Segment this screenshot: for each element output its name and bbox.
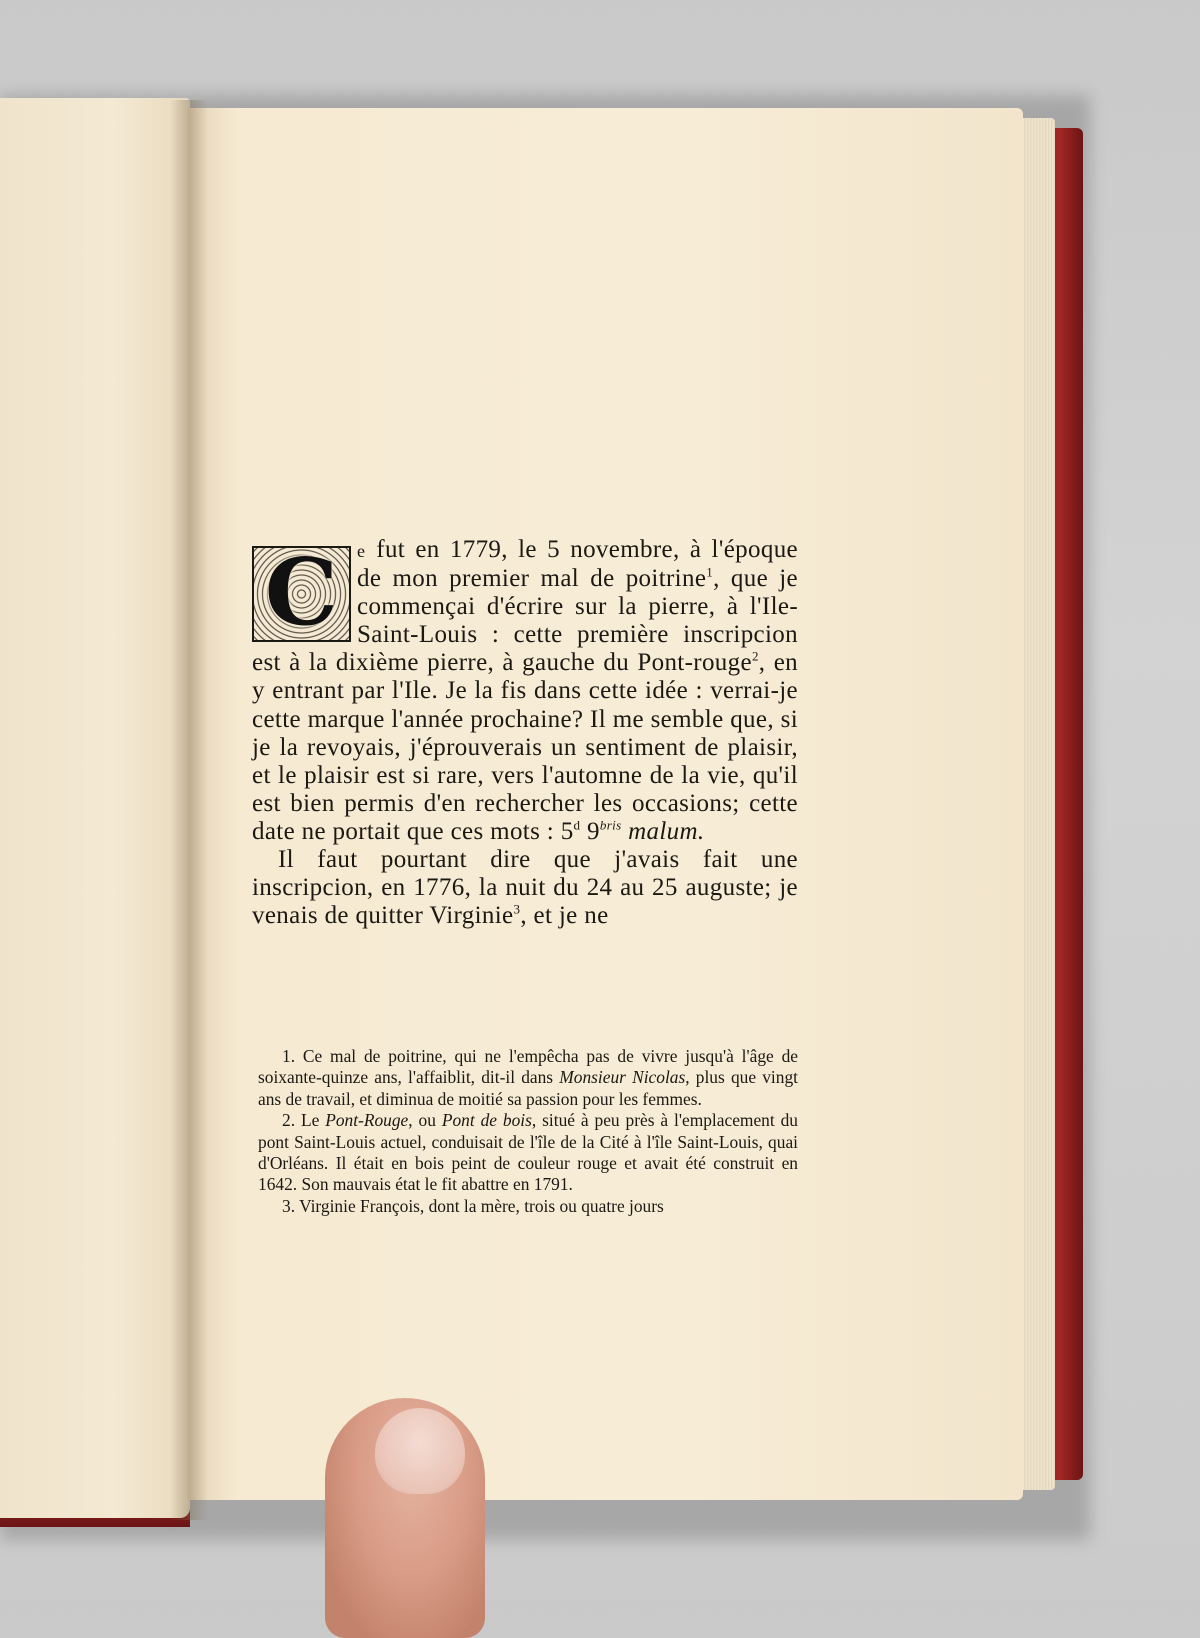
ornamental-dropcap: C [252,546,351,642]
paragraph-2: Il faut pourtant dire que j'avais fait une inscripcion, en 1776, la nuit du 24 au 25 auguste; je venais de quitter Virginie$^3$, et je ne [252,846,798,930]
left-page [0,98,190,1518]
footnote-3: 3. Virginie François, dont la mère, trois ou quatre jours [282,1195,664,1216]
footnote-1: 1. Ce mal de poitrine, qui ne l'empêcha pas de vivre jusqu'à l'âge de soixante-quinze ans, l'affaiblit, dit-il dans Monsieur Nicolas, plus que vingt ans de travail, et diminua de moitié sa passion pour les femmes. [258,1046,798,1109]
book-gutter [170,100,208,1520]
fingernail [375,1408,465,1494]
footnote-2: 2. Le Pont-Rouge, ou Pont de bois, situé à peu près à l'emplacement du pont Saint-Louis actuel, conduisait de l'île de la Cité à l'île Saint-Louis, quai d'Orléans. Il était en bois peint de couleur rouge et avait été construit en 1642. Son mauvais état le fit abattre en 1791. [258,1110,798,1195]
main-text [252,536,798,930]
paragraph-1: C e fut en 1779, le 5 novembre, à l'époque de mon premier mal de poitrine$^1$, que je commençai d'écrire sur la pierre, à l'Ile-Saint-Louis : cette première inscripcion est à la dixième pierre, à gauche du Pont-rouge$^2$, en y entrant par l'Ile. Je la fis dans cette idée : verrai-je cette marque l'année prochaine? Il me semble que, si je la revoyais, j'éprouverais un sentiment de plaisir, et le plaisir est si rare, vers l'automne de la vie, qu'il est bien permis d'en rechercher les occasions; cette date ne portait que ces mots : 5$^d$ $9^{bris}$ malum. [252,536,798,845]
footnotes [258,1046,798,1217]
